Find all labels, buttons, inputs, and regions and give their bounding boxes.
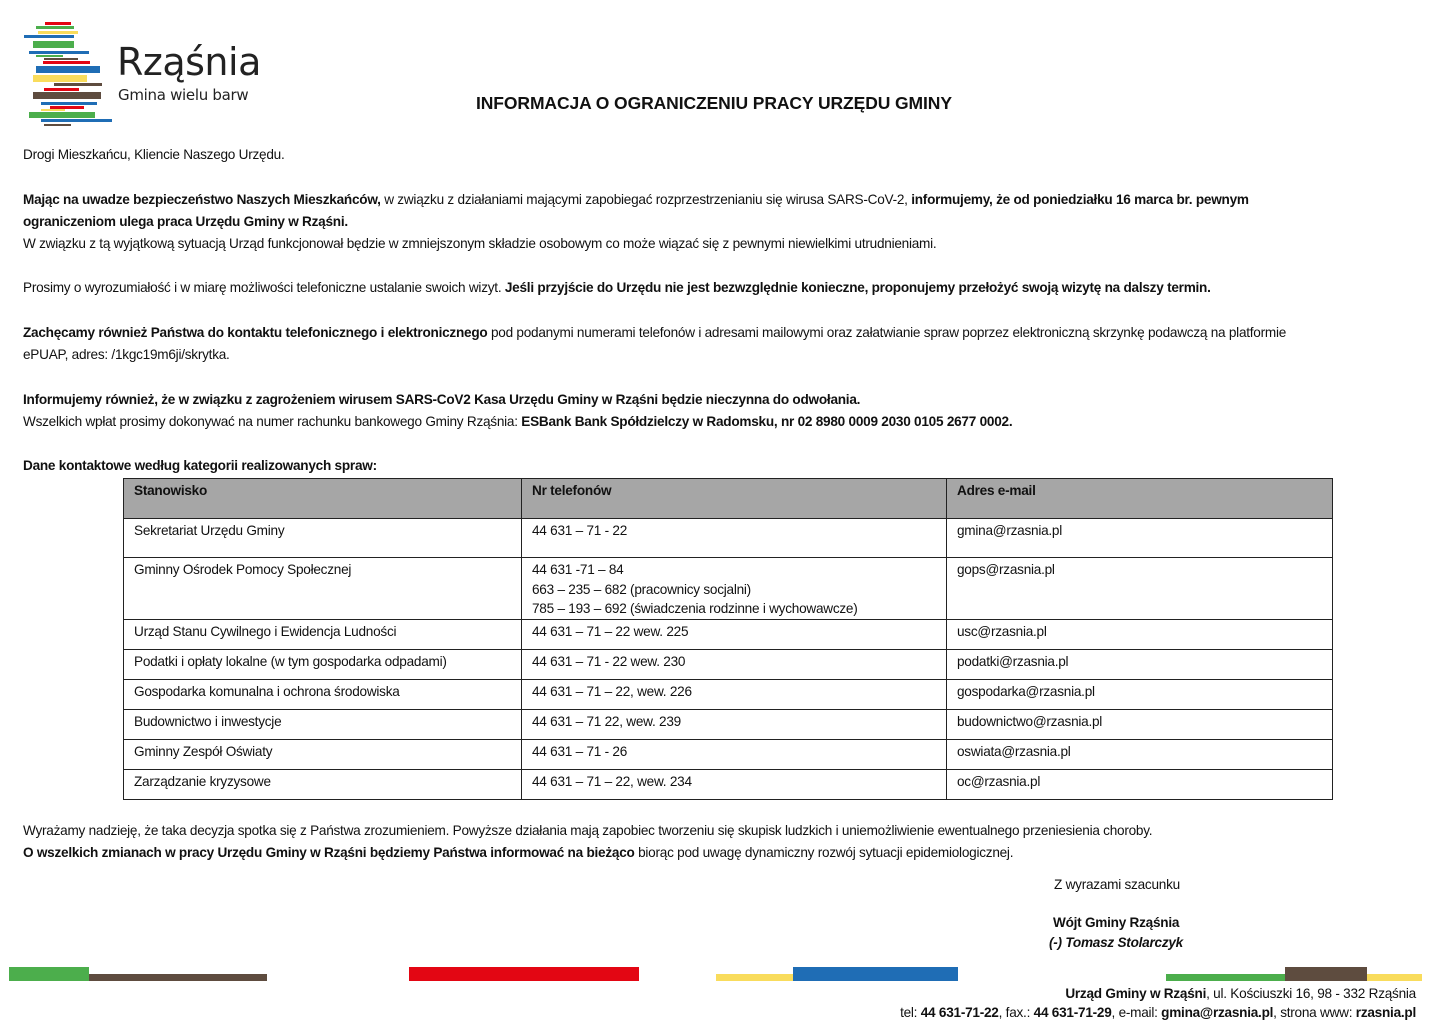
phone-line: 663 – 235 – 682 (pracownicy socjalni)	[532, 581, 751, 597]
footer-www-link[interactable]: rzasnia.pl	[1355, 1005, 1416, 1020]
paragraph-1-line-1	[23, 190, 1249, 210]
p1-bold-2: informujemy, że od poniedziałku 16 marca br. pewnym	[911, 192, 1249, 207]
paragraph-4-line-2	[23, 412, 1012, 432]
cell-email: gospodarka@rzasnia.pl	[947, 679, 1333, 709]
cell-email: gops@rzasnia.pl	[947, 558, 1333, 620]
cell-email: podatki@rzasnia.pl	[947, 649, 1333, 679]
cell-position: Budownictwo i inwestycje	[124, 709, 522, 739]
paragraph-3-line-1	[23, 323, 1286, 343]
signature-role: Wójt Gminy Rząśnia	[1053, 915, 1180, 930]
cell-phone: 44 631 – 71 - 22	[522, 519, 947, 558]
table-row	[124, 769, 1333, 799]
cell-phone: 44 631 – 71 22, wew. 239	[522, 709, 947, 739]
tel-label: tel:	[900, 1005, 921, 1020]
p3-text: pod podanymi numerami telefonów i adresami mailowymi oraz załatwianie spraw poprzez elektroniczną skrzynkę podawczą na platformie	[487, 325, 1287, 340]
header-position: Stanowisko	[124, 479, 522, 519]
p4-text: Wszelkich wpłat prosimy dokonywać na numer rachunku bankowego Gminy Rząśnia:	[23, 414, 522, 429]
contacts-heading: Dane kontaktowe według kategorii realizowanych spraw:	[23, 458, 377, 473]
p2-text: Prosimy o wyrozumiałość i w miarę możliwości telefoniczne ustalanie swoich wizyt.	[23, 280, 505, 295]
footer-email-link[interactable]: gmina@rzasnia.pl	[1161, 1005, 1274, 1020]
header-email: Adres e-mail	[947, 479, 1333, 519]
email-label: , e-mail:	[1111, 1005, 1162, 1020]
cell-phone	[522, 558, 947, 620]
cell-phone: 44 631 – 71 – 22, wew. 234	[522, 769, 947, 799]
cell-position: Gospodarka komunalna i ochrona środowiska	[124, 679, 522, 709]
signature-regards: Z wyrazami szacunku	[1054, 877, 1180, 892]
cell-email: usc@rzasnia.pl	[947, 619, 1333, 649]
rzasnia-logo	[24, 18, 264, 130]
greeting: Drogi Mieszkańcu, Kliencie Naszego Urzędu.	[23, 147, 285, 162]
paragraph-2	[23, 278, 1211, 298]
cell-phone: 44 631 – 71 – 22, wew. 226	[522, 679, 947, 709]
contacts-table	[123, 478, 1332, 800]
paragraph-4-line-1: Informujemy również, że w związku z zagrożeniem wirusem SARS-CoV2 Kasa Urzędu Gminy w Rząśni będzie nieczynna do odwołania.	[23, 392, 861, 407]
cell-email: oc@rzasnia.pl	[947, 769, 1333, 799]
paragraph-1-line-2: ograniczeniom ulega praca Urzędu Gminy w Rząśni.	[23, 214, 348, 229]
table-header-row	[124, 479, 1333, 519]
cell-email: oswiata@rzasnia.pl	[947, 739, 1333, 769]
cell-email: gmina@rzasnia.pl	[947, 519, 1333, 558]
footer-office: Urząd Gminy w Rząśni	[1065, 986, 1207, 1001]
table-row	[124, 709, 1333, 739]
p1-text-1: w związku z działaniami mającymi zapobiegać rozprzestrzenianiu się wirusa SARS-CoV-2,	[380, 192, 912, 207]
logo-name: Rząśnia	[117, 40, 261, 84]
p3-bold: Zachęcamy również Państwa do kontaktu telefonicznego i elektronicznego	[23, 325, 488, 340]
table-row	[124, 679, 1333, 709]
closing-line-1: Wyrażamy nadzieję, że taka decyzja spotka się z Państwa zrozumieniem. Powyższe działania mają zapobiec tworzeniu się skupisk ludzkich i uniemożliwienie ewentualnego przeniesienia choroby.	[23, 823, 1153, 838]
table-row	[124, 619, 1333, 649]
cell-phone: 44 631 – 71 - 26	[522, 739, 947, 769]
cell-email: budownictwo@rzasnia.pl	[947, 709, 1333, 739]
footer-address	[1065, 986, 1416, 1001]
cell-position: Gminny Zespół Oświaty	[124, 739, 522, 769]
logo-tagline: Gmina wielu barw	[118, 86, 249, 104]
bank-account: ESBank Bank Spółdzielczy w Radomsku, nr 02 8980 0009 2030 0105 2677 0002.	[521, 414, 1013, 429]
table-row	[124, 739, 1333, 769]
phone-line: 44 631 -71 – 84	[532, 562, 624, 577]
cell-phone: 44 631 – 71 - 22 wew. 230	[522, 649, 947, 679]
footer-fax: 44 631-71-29	[1033, 1005, 1112, 1020]
footer-address-text: , ul. Kościuszki 16, 98 - 332 Rząśnia	[1206, 986, 1416, 1001]
table-row	[124, 649, 1333, 679]
phone-line: 785 – 193 – 692 (świadczenia rodzinne i wychowawcze)	[532, 601, 858, 616]
fax-label: , fax.:	[998, 1005, 1034, 1020]
cell-position: Zarządzanie kryzysowe	[124, 769, 522, 799]
footer-tel: 44 631-71-22	[920, 1005, 999, 1020]
document-title: INFORMACJA O OGRANICZENIU PRACY URZĘDU GMINY	[476, 93, 952, 113]
signature-name: (-) Tomasz Stolarczyk	[1049, 935, 1183, 950]
p1-bold-1: Mając na uwadze bezpieczeństwo Naszych Mieszkańców,	[23, 192, 381, 207]
closing-line-2	[23, 843, 1013, 863]
header-phone: Nr telefonów	[522, 479, 947, 519]
www-label: , strona www:	[1273, 1005, 1356, 1020]
cell-position: Gminny Ośrodek Pomocy Społecznej	[124, 558, 522, 620]
cell-phone: 44 631 – 71 – 22 wew. 225	[522, 619, 947, 649]
cell-position: Podatki i opłaty lokalne (w tym gospodarka odpadami)	[124, 649, 522, 679]
closing-text: biorąc pod uwagę dynamiczny rozwój sytuacji epidemiologicznej.	[634, 845, 1014, 860]
table-row	[124, 558, 1333, 620]
cell-position: Sekretariat Urzędu Gminy	[124, 519, 522, 558]
paragraph-1-line-3: W związku z tą wyjątkową sytuacją Urząd funkcjonował będzie w zmniejszonym składzie osobowym co może wiązać się z pewnymi niewielkimi utrudnieniami.	[23, 236, 937, 251]
table-row	[124, 519, 1333, 558]
paragraph-3-line-2: ePUAP, adres: /1kgc19m6ji/skrytka.	[23, 347, 230, 362]
footer-contact	[900, 1005, 1416, 1020]
closing-bold: O wszelkich zmianach w pracy Urzędu Gminy w Rząśni będziemy Państwa informować na bieżąco	[23, 845, 635, 860]
p2-bold: Jeśli przyjście do Urzędu nie jest bezwzględnie konieczne, proponujemy przełożyć swoją wizytę na dalszy termin.	[504, 280, 1211, 295]
cell-position: Urząd Stanu Cywilnego i Ewidencja Ludności	[124, 619, 522, 649]
